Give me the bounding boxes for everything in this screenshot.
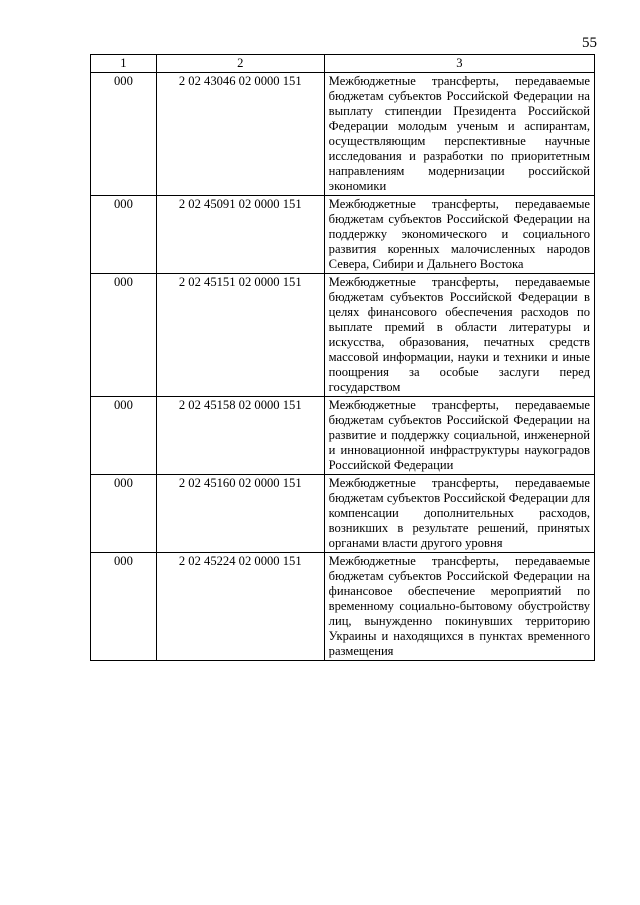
description-cell: Межбюджетные трансферты, передаваемые бюджетам субъектов Российской Федерации для компенсации дополнительных расходов, возникших в результате решений, принятых органами власти другого уровня: [324, 475, 594, 553]
description-cell: Межбюджетные трансферты, передаваемые бюджетам субъектов Российской Федерации на финансовое обеспечение мероприятий по временному социально-бытовому обустройству лиц, вынужденно покинувших территорию Украины и находящихся в пунктах временного размещения: [324, 553, 594, 661]
admin-code-cell: 000: [91, 73, 157, 196]
budget-code-cell: 2 02 45160 02 0000 151: [156, 475, 324, 553]
description-cell: Межбюджетные трансферты, передаваемые бюджетам субъектов Российской Федерации в целях финансового обеспечения расходов по выплате премий в области литературы и искусства, образования, печатных средств массовой информации, науки и техники и иные поощрения за особые заслуги перед государством: [324, 274, 594, 397]
budget-code-cell: 2 02 45091 02 0000 151: [156, 196, 324, 274]
column-header: 3: [324, 55, 594, 73]
table-row: [91, 475, 595, 553]
column-header: 2: [156, 55, 324, 73]
table-row: [91, 397, 595, 475]
admin-code-cell: 000: [91, 397, 157, 475]
description-cell: Межбюджетные трансферты, передаваемые бюджетам субъектов Российской Федерации на выплату стипендии Президента Российской Федерации молодым ученым и аспирантам, осуществляющим перспективные научные исследования и разработки по приоритетным направлениям модернизации российской экономики: [324, 73, 594, 196]
budget-table: [90, 54, 595, 661]
table-row: [91, 553, 595, 661]
table-row: [91, 196, 595, 274]
admin-code-cell: 000: [91, 475, 157, 553]
table-header-row: [91, 55, 595, 73]
budget-code-cell: 2 02 45158 02 0000 151: [156, 397, 324, 475]
page-number: 55: [582, 35, 597, 51]
column-header: 1: [91, 55, 157, 73]
budget-code-cell: 2 02 45224 02 0000 151: [156, 553, 324, 661]
description-cell: Межбюджетные трансферты, передаваемые бюджетам субъектов Российской Федерации на поддержку экономического и социального развития коренных малочисленных народов Севера, Сибири и Дальнего Востока: [324, 196, 594, 274]
description-cell: Межбюджетные трансферты, передаваемые бюджетам субъектов Российской Федерации на развитие и поддержку социальной, инженерной и инновационной инфраструктуры наукоградов Российской Федерации: [324, 397, 594, 475]
budget-code-cell: 2 02 43046 02 0000 151: [156, 73, 324, 196]
admin-code-cell: 000: [91, 196, 157, 274]
admin-code-cell: 000: [91, 553, 157, 661]
budget-code-cell: 2 02 45151 02 0000 151: [156, 274, 324, 397]
admin-code-cell: 000: [91, 274, 157, 397]
table-row: [91, 274, 595, 397]
table-row: [91, 73, 595, 196]
